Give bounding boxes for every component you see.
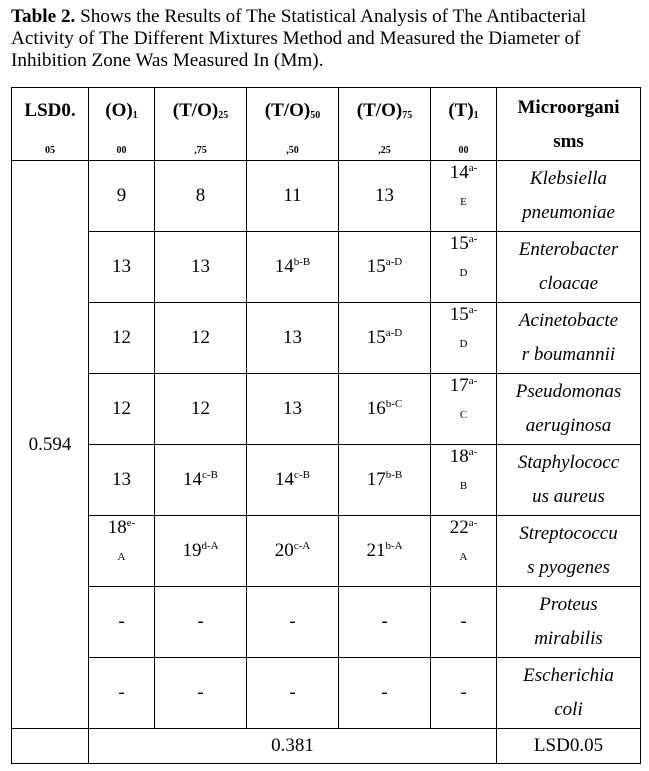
cell-t100-letter: A	[459, 551, 468, 563]
caption-text: Shows the Results of The Statistical Analysis of The Antibacterial Activity of The Different Mixtures Method and Measured the Diameter of Inhibition Zone Was Measured In (Mm).	[11, 6, 587, 71]
header-to50: (T/O)50 ,50	[247, 88, 339, 161]
cell-to50	[247, 374, 339, 445]
cell-to50-value: 13	[283, 398, 302, 419]
cell-to75-value: 17	[366, 469, 386, 490]
cell-to50-value: 20	[274, 540, 294, 561]
cell-to75-value: 15	[366, 256, 386, 277]
header-t100: (T)1 00	[431, 88, 497, 161]
header-lsd: LSD0. 05	[12, 88, 89, 161]
header-to75: (T/O)75 ,25	[339, 88, 431, 161]
cell-o100-value: 12	[112, 327, 131, 348]
cell-to25-value: -	[197, 682, 204, 703]
cell-to75	[339, 587, 431, 658]
cell-to75-value: -	[381, 682, 388, 703]
cell-t100-value: -	[460, 682, 467, 703]
cell-to25	[155, 587, 247, 658]
table-row	[12, 658, 641, 729]
microorganism-line2: aeruginosa	[525, 415, 612, 436]
cell-t100-letter: B	[459, 480, 468, 492]
cell-to25	[155, 303, 247, 374]
cell-t100	[431, 516, 497, 587]
cell-to75-superscript: a-D	[385, 327, 403, 339]
cell-to25-value: 12	[191, 398, 210, 419]
cell-t100-value: -	[460, 611, 467, 632]
cell-to25-superscript: c-B	[202, 469, 218, 481]
microorganism-line2: us aureus	[532, 486, 605, 507]
cell-to50	[247, 587, 339, 658]
microorganism-line2: mirabilis	[534, 628, 603, 649]
lsd-value-cell	[12, 161, 89, 729]
header-to25: (T/O)25 ,75	[155, 88, 247, 161]
cell-o100-value: 13	[112, 256, 131, 277]
microorganism-line2: coli	[554, 699, 583, 720]
cell-microorganism	[497, 658, 641, 729]
cell-to25-value: -	[197, 611, 204, 632]
cell-to25	[155, 374, 247, 445]
cell-to75	[339, 374, 431, 445]
cell-to50	[247, 232, 339, 303]
cell-to25-value: 13	[191, 256, 210, 277]
cell-to50-value: -	[289, 611, 296, 632]
cell-microorganism	[497, 303, 641, 374]
cell-t100	[431, 445, 497, 516]
microorganism-line2: pneumoniae	[522, 202, 615, 223]
cell-microorganism	[497, 445, 641, 516]
cell-to50	[247, 516, 339, 587]
cell-to25-value: 8	[195, 185, 206, 206]
cell-t100-superscript: a-	[468, 517, 478, 529]
cell-t100-value: $15^{a-}$	[449, 304, 478, 325]
cell-to50	[247, 658, 339, 729]
cell-to75	[339, 161, 431, 232]
cell-to25	[155, 445, 247, 516]
microorganism-line2: s pyogenes	[527, 557, 610, 578]
footer-empty-cell	[12, 729, 89, 764]
cell-o100-value: 9	[116, 185, 127, 206]
cell-to75	[339, 445, 431, 516]
cell-to25-value: 14	[183, 469, 203, 490]
cell-o100	[89, 587, 155, 658]
cell-to75-superscript: a-D	[385, 256, 403, 268]
cell-t100-value: $22^{a-}$	[449, 517, 478, 538]
cell-to75	[339, 303, 431, 374]
microorganism-line1: Klebsiella	[529, 168, 608, 189]
table-row	[12, 303, 641, 374]
cell-to50-superscript: c-A	[293, 540, 311, 552]
cell-t100	[431, 374, 497, 445]
cell-to50-value: 14	[274, 256, 294, 277]
lsd-value: 0.594	[28, 433, 72, 455]
microorganism-line1: Acinetobacte	[518, 310, 619, 331]
cell-t100	[431, 587, 497, 658]
cell-o100	[89, 445, 155, 516]
cell-to50	[247, 161, 339, 232]
table-row	[12, 516, 641, 587]
cell-to50-superscript: b-B	[293, 256, 311, 268]
cell-t100-value: $17^{a-}$	[449, 375, 478, 396]
cell-o100	[89, 516, 155, 587]
microorganism-line1: Pseudomonas	[515, 381, 622, 402]
cell-to50-value: -	[289, 682, 296, 703]
cell-o100	[89, 374, 155, 445]
table-row	[12, 232, 641, 303]
cell-to50-value: 14	[275, 469, 295, 490]
cell-o100-value: -	[118, 611, 125, 632]
cell-o100-value: 13	[112, 469, 131, 490]
cell-to75-value: 13	[375, 185, 394, 206]
cell-to75	[339, 232, 431, 303]
cell-to25	[155, 161, 247, 232]
cell-to25-value: 12	[191, 327, 210, 348]
cell-to25-value: 19	[182, 540, 202, 561]
cell-to75-superscript: b-A	[385, 540, 403, 552]
table-row	[12, 161, 641, 232]
cell-microorganism	[497, 161, 641, 232]
cell-to50-value: 11	[283, 185, 302, 206]
cell-o100	[89, 161, 155, 232]
cell-to50-superscript: c-B	[294, 469, 310, 481]
cell-to50	[247, 445, 339, 516]
cell-o100-value: 12	[112, 398, 131, 419]
cell-t100	[431, 161, 497, 232]
cell-to25	[155, 516, 247, 587]
table-row	[12, 374, 641, 445]
cell-to25	[155, 232, 247, 303]
table-row	[12, 587, 641, 658]
microorganism-line2: r boumannii	[521, 344, 616, 365]
cell-to75-value: 21	[366, 540, 386, 561]
cell-t100-superscript: a-	[468, 375, 478, 387]
caption-label: Table 2.	[11, 6, 76, 27]
cell-microorganism	[497, 587, 641, 658]
cell-to75-value: -	[381, 611, 388, 632]
cell-to25	[155, 658, 247, 729]
cell-t100-letter: D	[459, 267, 468, 279]
cell-t100-value: $14^{a-}$	[449, 162, 478, 183]
cell-to75	[339, 516, 431, 587]
footer-lsd-label: LSD0.05	[497, 729, 641, 764]
cell-to75-superscript: b-B	[385, 469, 403, 481]
cell-t100-value: $18^{a-}$	[449, 446, 478, 467]
cell-t100-letter: D	[459, 338, 468, 350]
microorganism-line1: Streptococcu	[519, 523, 618, 544]
cell-to25-superscript: d-A	[201, 540, 219, 552]
cell-t100-superscript: a-	[468, 304, 478, 316]
cell-t100	[431, 232, 497, 303]
cell-to75-superscript: b-C	[385, 398, 403, 410]
cell-to75-value: 16	[366, 398, 386, 419]
cell-t100-letter: C	[459, 409, 468, 421]
cell-t100-superscript: a-	[468, 233, 478, 245]
cell-t100-superscript: a-	[468, 162, 478, 174]
cell-microorganism	[497, 232, 641, 303]
header-o100: (O)1 00	[89, 88, 155, 161]
cell-microorganism	[497, 516, 641, 587]
cell-to75	[339, 658, 431, 729]
microorganism-line1: Proteus	[539, 594, 598, 615]
microorganism-line1: Staphylococc	[517, 452, 620, 473]
cell-o100-value: $18^{e-}$	[107, 517, 136, 538]
microorganism-line1: Enterobacter	[518, 239, 619, 260]
microorganism-line2: cloacae	[538, 273, 599, 294]
cell-microorganism	[497, 374, 641, 445]
header-microorganisms: Microorgani sms	[497, 88, 641, 161]
header-row	[12, 88, 641, 161]
cell-o100-value: -	[118, 682, 125, 703]
cell-o100	[89, 232, 155, 303]
table-caption	[11, 6, 641, 72]
cell-to50	[247, 303, 339, 374]
cell-to75-value: 15	[366, 327, 386, 348]
cell-t100	[431, 658, 497, 729]
cell-o100-superscript: e-	[126, 517, 136, 529]
cell-o100	[89, 658, 155, 729]
table-row	[12, 445, 641, 516]
footer-row	[12, 729, 641, 764]
cell-t100	[431, 303, 497, 374]
cell-o100-letter: A	[117, 551, 126, 563]
results-table	[11, 87, 641, 764]
cell-o100	[89, 303, 155, 374]
microorganism-line1: Escherichia	[523, 665, 614, 686]
cell-t100-letter: E	[460, 196, 467, 208]
cell-t100-value: $15^{a-}$	[449, 233, 478, 254]
footer-lsd-value: 0.381	[89, 729, 497, 764]
cell-to50-value: 13	[283, 327, 302, 348]
cell-t100-superscript: a-	[468, 446, 478, 458]
